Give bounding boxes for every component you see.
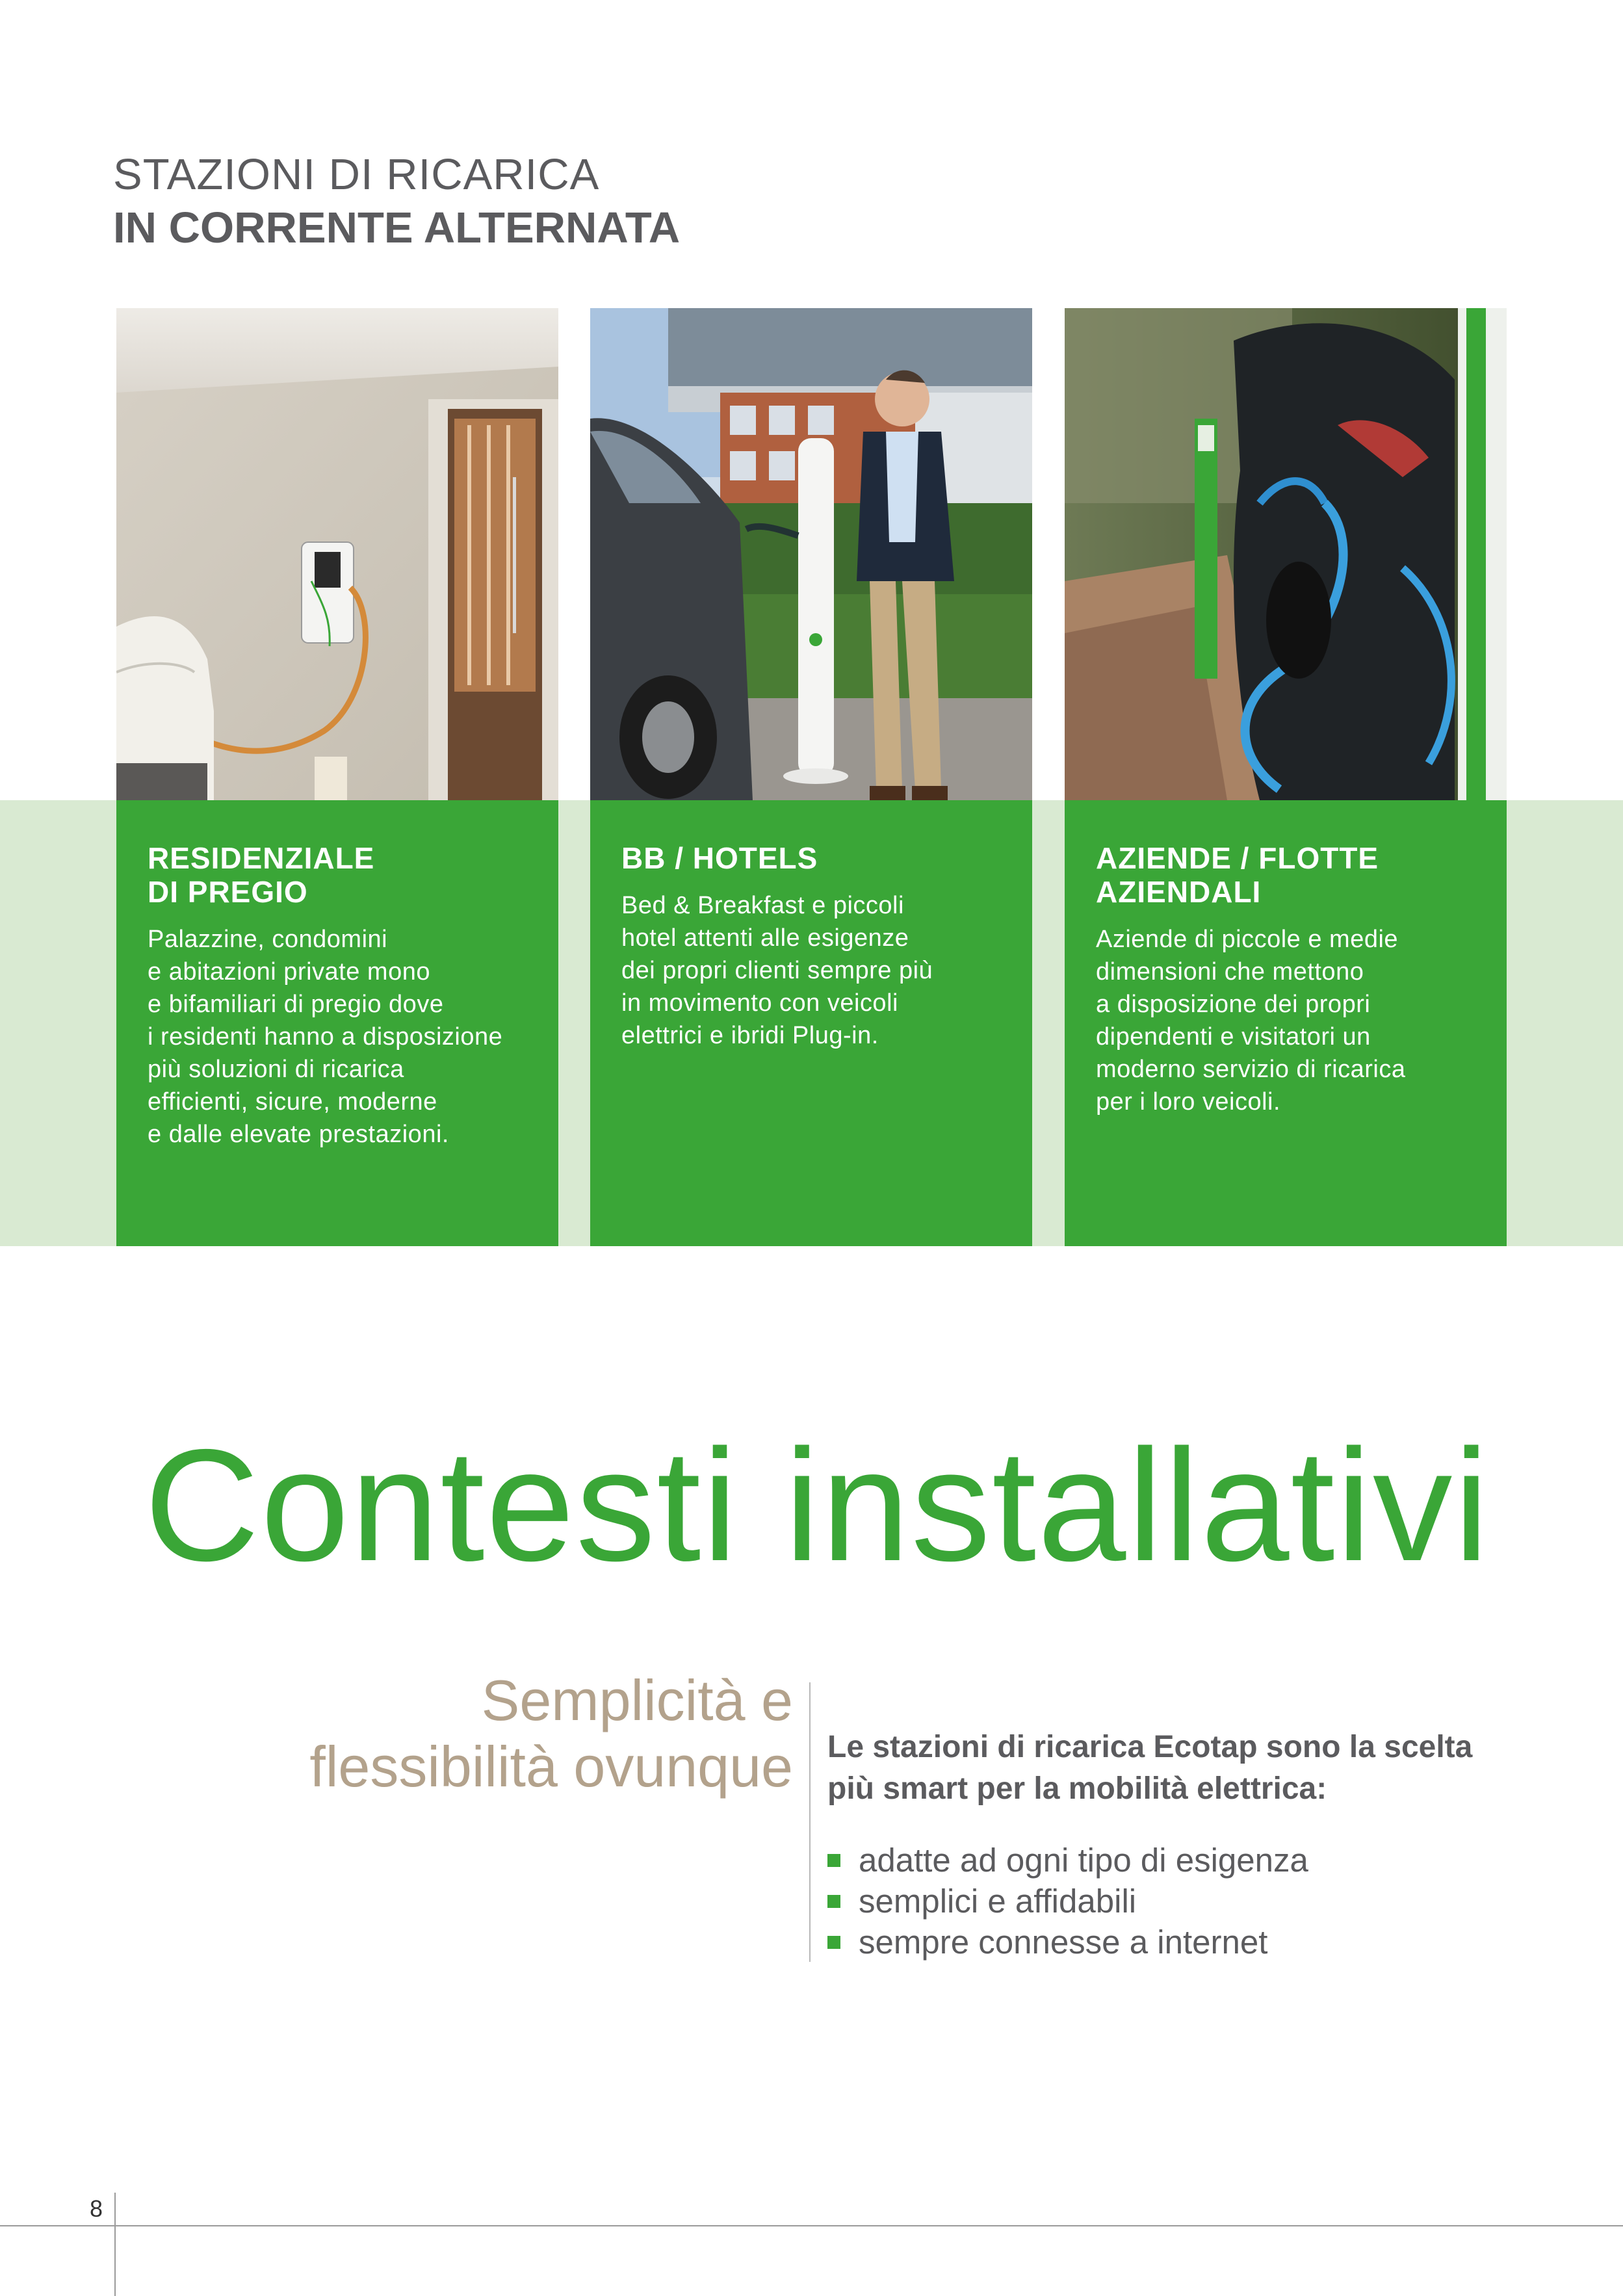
heading-line-2: IN CORRENTE ALTERNATA: [113, 203, 681, 252]
list-item: [827, 1922, 1308, 1963]
feature-list: [827, 1840, 1308, 1963]
card-description: Bed & Breakfast e piccoli hotel attenti alle esigenze dei propri clienti sempre più in movimento con veicoli elettrici e ibridi Plug-in.: [621, 892, 933, 1049]
card-title: AZIENDE / FLOTTE AZIENDALI: [1096, 841, 1379, 909]
bullet-square-icon: [827, 1854, 840, 1867]
card-residential: [116, 800, 558, 1246]
list-item-label: semplici e affidabili: [859, 1883, 1137, 1920]
card-title: BB / HOTELS: [621, 841, 818, 875]
list-item: [827, 1881, 1308, 1922]
footer-vertical-rule: [114, 2193, 116, 2296]
card-description: Palazzine, condomini e abitazioni private mono e bifamiliari di pregio dove i residenti hanno a disposizione più soluzioni di ricarica efficienti, sicure, moderne e dalle elevate prestazioni.: [148, 926, 503, 1148]
vertical-divider: [809, 1682, 811, 1962]
list-item: [827, 1840, 1308, 1881]
bullet-square-icon: [827, 1895, 840, 1908]
footer-rule: [0, 2225, 1623, 2226]
card-companies: [1065, 800, 1507, 1246]
list-item-label: sempre connesse a internet: [859, 1924, 1268, 1961]
section-subtitle: Semplicità e flessibilità ovunque: [309, 1668, 793, 1799]
page-number: 8: [90, 2195, 103, 2222]
section-title: Contesti installativi: [144, 1416, 1490, 1594]
page-heading: [113, 148, 680, 255]
card-description: Aziende di piccole e medie dimensioni che mettono a disposizione dei propri dipendenti e visitatori un moderno servizio di ricarica per i loro veicoli.: [1096, 926, 1406, 1115]
intro-text: Le stazioni di ricarica Ecotap sono la scelta più smart per la mobilità elettrica:: [827, 1730, 1473, 1806]
photo-hotel-charging-pole: [590, 308, 1032, 800]
photo-residential-garage: [116, 308, 558, 800]
photo-company-fleet-charging: [1065, 308, 1507, 800]
card-title: RESIDENZIALE DI PREGIO: [148, 841, 375, 909]
list-item-label: adatte ad ogni tipo di esigenza: [859, 1842, 1308, 1879]
bullet-square-icon: [827, 1936, 840, 1949]
card-hotels: [590, 800, 1032, 1246]
heading-line-1: STAZIONI DI RICARICA: [113, 150, 600, 199]
